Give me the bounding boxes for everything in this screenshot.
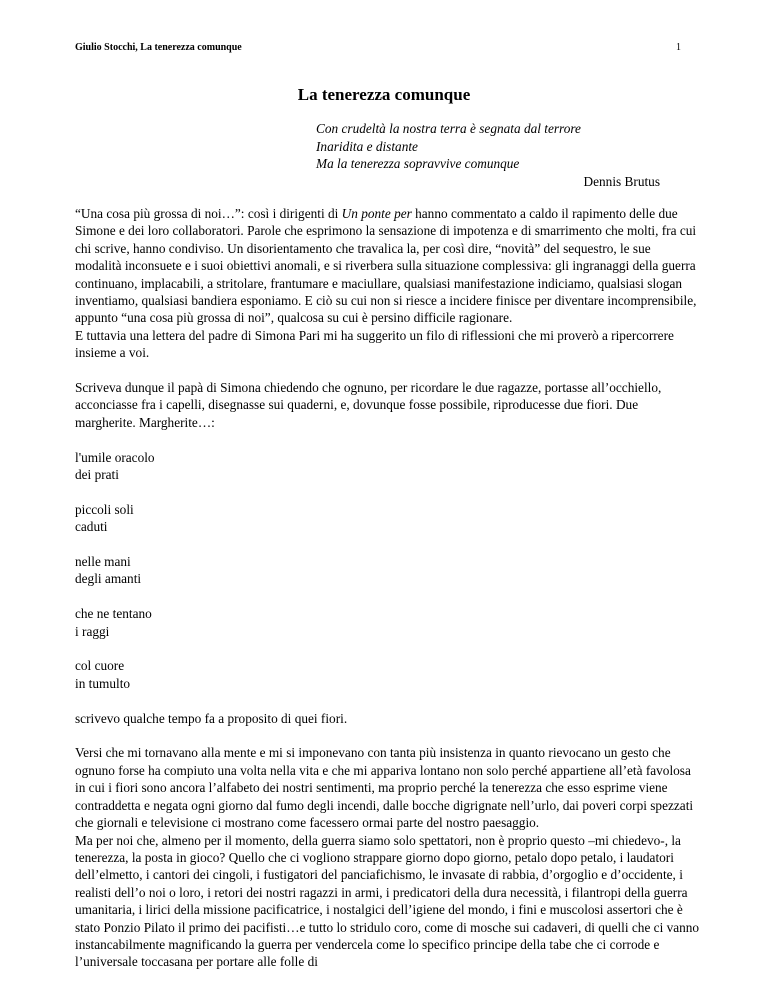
- poem-line: degli amanti: [75, 571, 142, 587]
- organization-name: Un ponte per: [341, 206, 412, 221]
- paragraph: scrivevo qualche tempo fa a proposito di quei fiori.: [75, 710, 348, 726]
- poem-line: in tumulto: [75, 675, 131, 691]
- epigraph-author: Dennis Brutus: [583, 173, 660, 189]
- poem-stanza: [75, 657, 700, 692]
- paragraph: Versi che mi tornavano alla mente e mi si imponevano con tanta più insistenza in quanto rievocano un gesto che ognuno forse ha compiuto una volta nella vita e che mi appariva lontano non solo perché appartiene all’età favolosa in cui i fiori sono ancora l’alfabeto dei nostri sentimenti, ma proprio perché la tenerezza che esso esprime viene contraddetta e negata ogni giorno dal fumo degli incendi, dalle bocche digrignate nell’urlo, dai poveri corpi spezzati che giornali e televisione ci mostrano come facessero ormai parte del nostro paesaggio.: [75, 745, 694, 831]
- paragraph: E tuttavia una lettera del padre di Simona Pari mi ha suggerito un filo di riflessioni che mi proverò a ripercorrere insieme a voi.: [75, 327, 674, 361]
- body-text: [75, 205, 700, 988]
- poem-line: l'umile oracolo: [75, 449, 155, 465]
- poem-line: che ne tentano: [75, 606, 152, 622]
- page-number: 1: [676, 42, 681, 53]
- epigraph-line: Ma la tenerezza sopravvive comunque: [316, 156, 520, 171]
- epigraph-line: Inaridita e distante: [316, 138, 418, 154]
- poem-line: dei prati: [75, 467, 119, 483]
- epigraph: [316, 120, 666, 190]
- poem-line: nelle mani: [75, 554, 131, 570]
- poem-stanza: [75, 553, 700, 588]
- paragraph: Ma per noi che, almeno per il momento, della guerra siamo solo spettatori, non è proprio questo –mi chiedevo-, la tenerezza, la posta in gioco? Quello che ci vogliono strappare giorno dopo giorno, petalo dopo petalo, i laudatori dell’elmetto, i cantori dei cingoli, i fustigatori del panciafichismo, le invasate di rabbia, d’orgoglio e d’occidente, i realisti dell’o noi o loro, i retori dei nostri ragazzi in armi, i predicatori della dura necessità, i filantropi della guerra umanitaria, i lirici della missione pacificatrice, i nostalgici dell’igiene del mondo, i fini e muscolosi assertori che è stato Ponzio Pilato il primo dei pacifisti…e tutto lo stridulo coro, come di mosche sui cadaveri, di quelli che ci vanno instancabilmente magnificando la guerra per vendercela come lo specifico principe della tabe che ci corrode e l’universale toccasana per portare alle folle di: [75, 832, 700, 970]
- running-header: Giulio Stocchi, La tenerezza comunque: [75, 42, 242, 53]
- paragraph-text: hanno commentato a caldo il rapimento delle due Simone e dei loro collaboratori. Parole che esprimono la sensazione di impotenza e di smarrimento che molti, fra cui chi scrive, hanno condiviso. Un disorientamento che travalica la, per così dire, “novità” del sequestro, le sue modalità inconsuete e i suoi obiettivi anomali, e si riverbera sulla situazione complessiva: gli ingranaggi della guerra continuano, implacabili, a stritolare, frantumare e maciullare, qualsiasi manifestazione indiciamo, qualsiasi slogan inventiamo, qualsiasi bandiera esponiamo. E ciò su cui non si riesce a incidere finisce per diventare incomprensibile, appunto “una cosa più grossa di noi”, qualcosa su cui è persino difficile ragionare.: [75, 206, 697, 326]
- paragraph: [75, 205, 700, 327]
- poem-stanza: [75, 449, 700, 484]
- paragraph: Scriveva dunque il papà di Simona chiedendo che ognuno, per ricordare le due ragazze, portasse all’occhiello, acconciasse fra i capelli, disegnasse sui quaderni, e, dovunque fosse possibile, riproducesse due fiori. Due margherite. Margherite…:: [75, 380, 662, 430]
- poem-line: piccoli soli: [75, 501, 134, 517]
- document-title: La tenerezza comunque: [297, 85, 471, 104]
- poem-line: caduti: [75, 519, 108, 535]
- poem-stanza: [75, 501, 700, 536]
- epigraph-line: Con crudeltà la nostra terra è segnata dal terrore: [316, 121, 581, 136]
- poem-stanza: [75, 605, 700, 640]
- paragraph-text: “Una cosa più grossa di noi…”: così i dirigenti di: [75, 206, 342, 221]
- poem-line: col cuore: [75, 658, 125, 674]
- poem-line: i raggi: [75, 623, 110, 639]
